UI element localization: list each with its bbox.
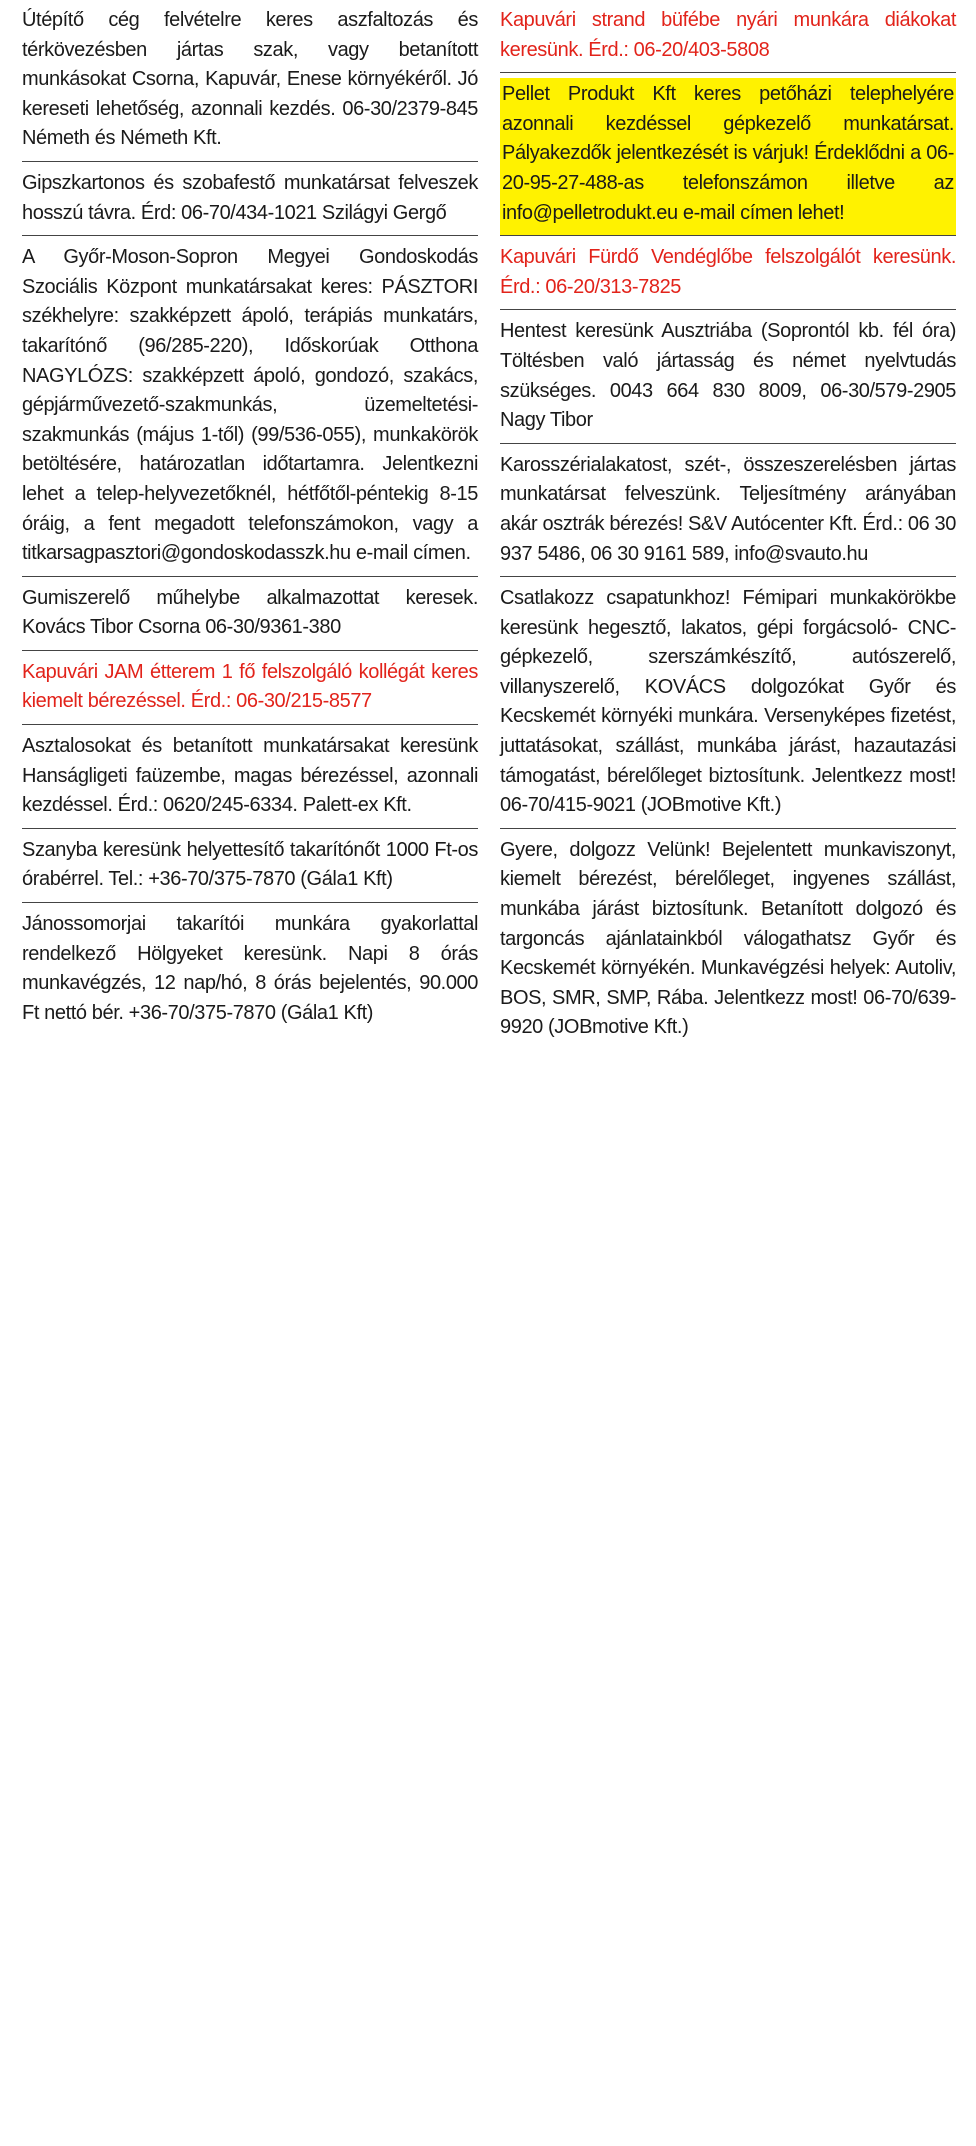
right-column (500, 4, 956, 2146)
ad-drywall-painter: Gipszkartonos és szobafestő munkatársat felveszek hosszú távra. Érd: 06-70/434-1021 Szilágyi Gergő (22, 167, 478, 236)
ad-beach-buffet: Kapuvári strand büfébe nyári munkára diákokat keresünk. Érd.: 06-20/403-5808 (500, 4, 956, 73)
ad-carpenters: Asztalosokat és betanított munkatársakat keresünk Hanságligeti faüzembe, magas bérezéssel, azonnali kezdéssel. Érd.: 0620/245-6334. Palett-ex Kft. (22, 730, 478, 829)
ad-tire-workshop: Gumiszerelő műhelybe alkalmazottat keresek. Kovács Tibor Csorna 06-30/9361-380 (22, 582, 478, 651)
ad-bodywork-mechanic: Karosszérialakatost, szét-, összeszerelésben jártas munkatársat felveszünk. Teljesítmény arányában akár osztrák bérezés! S&V Autócenter Kft. Érd.: 06 30 937 5486, 06 30 9161 589, info@svauto.hu (500, 449, 956, 577)
ad-jam-restaurant: Kapuvári JAM étterem 1 fő felszolgáló kollégát keres kiemelt bérezéssel. Érd.: 06-30/215-8577 (22, 656, 478, 725)
ad-road-construction: Útépítő cég felvételre keres aszfaltozás és térkövezésben jártas szak, vagy betanított munkásokat Csorna, Kapuvár, Enese környékéről. Jó kereseti lehetőség, azonnali kezdés. 06-30/2379-845 Németh és Németh Kft. (22, 4, 478, 162)
ad-butcher-austria: Hentest keresünk Ausztriába (Soprontól kb. fél óra) Töltésben való jártasság és német nyelvtudás szükséges. 0043 664 830 8009, 06-30/579-2905 Nagy Tibor (500, 315, 956, 443)
ad-social-care-center: A Győr-Moson-Sopron Megyei Gondoskodás Szociális Központ munkatársakat keres: PÁSZTORI székhelyre: szakképzett ápoló, terápiás munkatárs, takarítónő (96/285-220), Időskorúak Otthona NAGYLÓZS: szakképzett ápoló, gondozó, szakács, gépjárművezető-szakmunkás, üzemeltetési-szakmunkás (május 1-től) (99/536-055), munkakörök betöltésére, határozatlan időtartamra. Jelentkezni lehet a telep-helyvezetőknél, hétfőtől-péntekig 8-15 óráig, a fent megadott telefonszámokon, vagy a titkarsagpasztori@gondoskodasszk.hu e-mail címen. (22, 241, 478, 577)
ad-come-work-with-us: Gyere, dolgozz Velünk! Bejelentett munkaviszonyt, kiemelt bérezést, bérelőleget, ingyenes szállást, munkába járást biztosítunk. Betanított dolgozó és targoncás ajánlatainkból válogathatsz Győr és Kecskemét környékén. Munkavégzési helyek: Autoliv, BOS, SMR, SMP, Rába. Jelentkezz most! 06-70/639-9920 (JOBmotive Kft.) (500, 838, 956, 1039)
ad-pellet-produkt: Pellet Produkt Kft keres petőházi telephelyére azonnali kezdéssel gépkezelő munkatársat. Pályakezdők jelentkezését is várjuk! Érdeklődni a 06-20-95-27-488-as telefonszámon illetve az info@pelletrodukt.eu e-mail címen lehet! (500, 78, 956, 236)
ad-cleaner-szany: Szanyba keresünk helyettesítő takarítónőt 1000 Ft-os órabérrel. Tel.: +36-70/375-7870 (Gála1 Kft) (22, 834, 478, 903)
ad-spa-restaurant: Kapuvári Fürdő Vendéglőbe felszolgálót keresünk. Érd.: 06-20/313-7825 (500, 241, 956, 310)
ad-metal-industry: Csatlakozz csapatunkhoz! Fémipari munkakörökbe keresünk hegesztő, lakatos, gépi forgácsoló- CNC-gépkezelő, szerszámkészítő, autószerelő, villanyszerelő, KOVÁCS dolgozókat Győr és Kecskemét környéki munkára. Versenyképes fizetést, juttatásokat, szállást, munkába járást, hazautazási támogatást, bérelőleget biztosítunk. Jelentkezz most! 06-70/415-9021 (JOBmotive Kft.) (500, 582, 956, 829)
ad-cleaner-janossomorja: Jánossomorjai takarítói munkára gyakorlattal rendelkező Hölgyeket keresünk. Napi 8 órás munkavégzés, 12 nap/hó, 8 órás bejelentés, 90.000 Ft nettó bér. +36-70/375-7870 (Gála1 Kft) (22, 913, 478, 1024)
left-column (22, 4, 478, 2146)
